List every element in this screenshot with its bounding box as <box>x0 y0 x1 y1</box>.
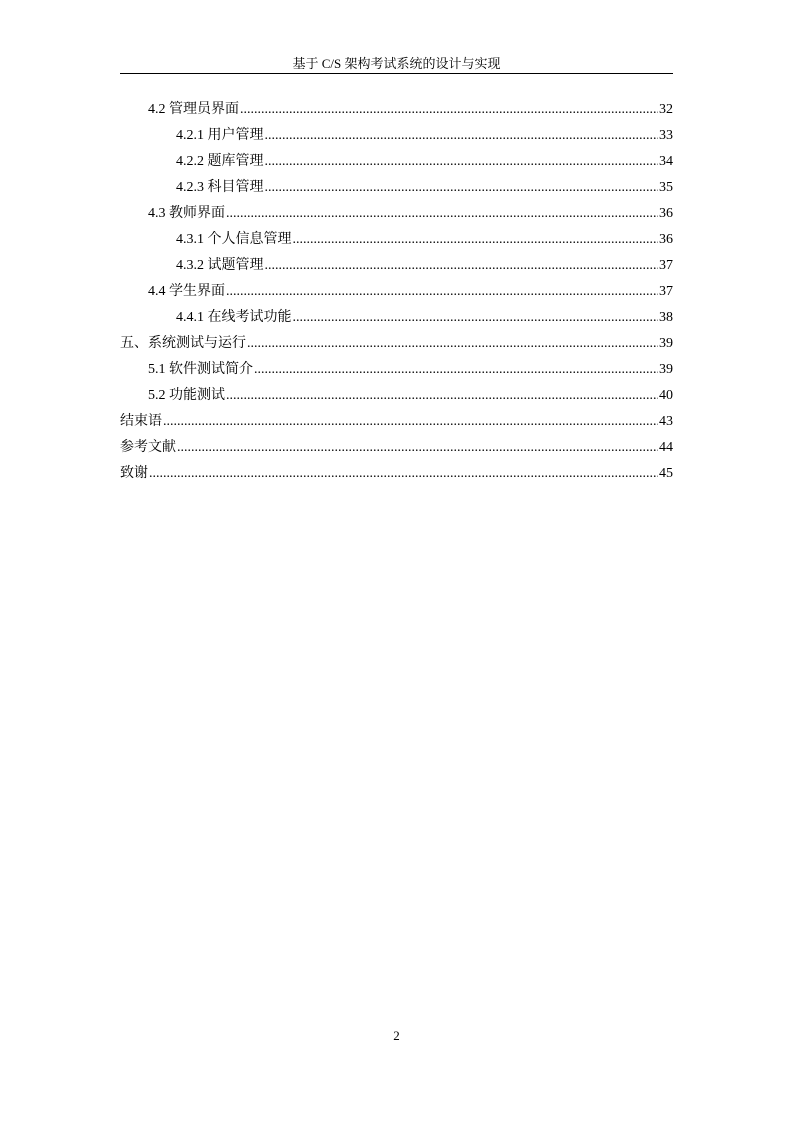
toc-entry-page: 44 <box>659 440 673 455</box>
toc-entry-title: 4.2 管理员界面 <box>148 102 239 117</box>
toc-entry-page: 43 <box>659 414 673 429</box>
toc-entry-page: 34 <box>659 154 673 169</box>
toc-entry[interactable] <box>120 331 673 357</box>
toc-dot-leader <box>226 279 658 305</box>
toc-entry[interactable] <box>120 227 673 253</box>
toc-dot-leader <box>265 253 659 279</box>
toc-dot-leader <box>265 123 659 149</box>
toc-dot-leader <box>247 331 658 357</box>
toc-dot-leader <box>254 357 658 383</box>
toc-entry[interactable] <box>120 279 673 305</box>
toc-entry[interactable] <box>120 435 673 461</box>
toc-entry-title: 4.3.2 试题管理 <box>176 258 264 273</box>
toc-entry-page: 40 <box>659 388 673 403</box>
toc-dot-leader <box>265 149 659 175</box>
toc-entry[interactable] <box>120 253 673 279</box>
toc-entry-page: 38 <box>659 310 673 325</box>
toc-entry-page: 36 <box>659 206 673 221</box>
toc-entry[interactable] <box>120 383 673 409</box>
toc-entry-page: 45 <box>659 466 673 481</box>
toc-entry-title: 参考文献 <box>120 440 176 455</box>
toc-entry-title: 4.2.1 用户管理 <box>176 128 264 143</box>
toc-entry-page: 39 <box>659 362 673 377</box>
running-header-title: 基于 C/S 架构考试系统的设计与实现 <box>292 56 501 71</box>
page-number: 2 <box>393 1028 400 1043</box>
toc-entry[interactable] <box>120 149 673 175</box>
toc-dot-leader <box>163 409 658 435</box>
toc-entry-title: 五、系统测试与运行 <box>120 336 246 351</box>
toc-entry[interactable] <box>120 201 673 227</box>
toc-dot-leader <box>240 97 658 123</box>
toc-dot-leader <box>177 435 658 461</box>
toc-entry-page: 37 <box>659 284 673 299</box>
toc-entry-page: 33 <box>659 128 673 143</box>
toc-dot-leader <box>265 175 659 201</box>
toc-entry-title: 4.4.1 在线考试功能 <box>176 310 292 325</box>
toc-entry-page: 37 <box>659 258 673 273</box>
toc-dot-leader <box>226 201 658 227</box>
toc-entry[interactable] <box>120 357 673 383</box>
toc-entry[interactable] <box>120 123 673 149</box>
toc-entry-title: 4.2.2 题库管理 <box>176 154 264 169</box>
toc-dot-leader <box>226 383 658 409</box>
toc-dot-leader <box>293 227 659 253</box>
toc-entry-page: 36 <box>659 232 673 247</box>
toc-entry-title: 4.3 教师界面 <box>148 206 225 221</box>
toc-entry-title: 5.1 软件测试简介 <box>148 362 253 377</box>
toc-entry-page: 32 <box>659 102 673 117</box>
toc-entry-title: 4.2.3 科目管理 <box>176 180 264 195</box>
toc-dot-leader <box>149 461 658 487</box>
toc-entry[interactable] <box>120 175 673 201</box>
header-divider <box>120 73 673 74</box>
toc-entry[interactable] <box>120 409 673 435</box>
toc-entry-title: 致谢 <box>120 466 148 481</box>
toc-dot-leader <box>293 305 659 331</box>
toc-entry-title: 5.2 功能测试 <box>148 388 225 403</box>
toc-entry-title: 结束语 <box>120 414 162 429</box>
table-of-contents <box>120 97 673 487</box>
toc-entry[interactable] <box>120 305 673 331</box>
toc-entry[interactable] <box>120 97 673 123</box>
toc-entry[interactable] <box>120 461 673 487</box>
toc-entry-page: 35 <box>659 180 673 195</box>
toc-entry-page: 39 <box>659 336 673 351</box>
toc-entry-title: 4.3.1 个人信息管理 <box>176 232 292 247</box>
toc-entry-title: 4.4 学生界面 <box>148 284 225 299</box>
